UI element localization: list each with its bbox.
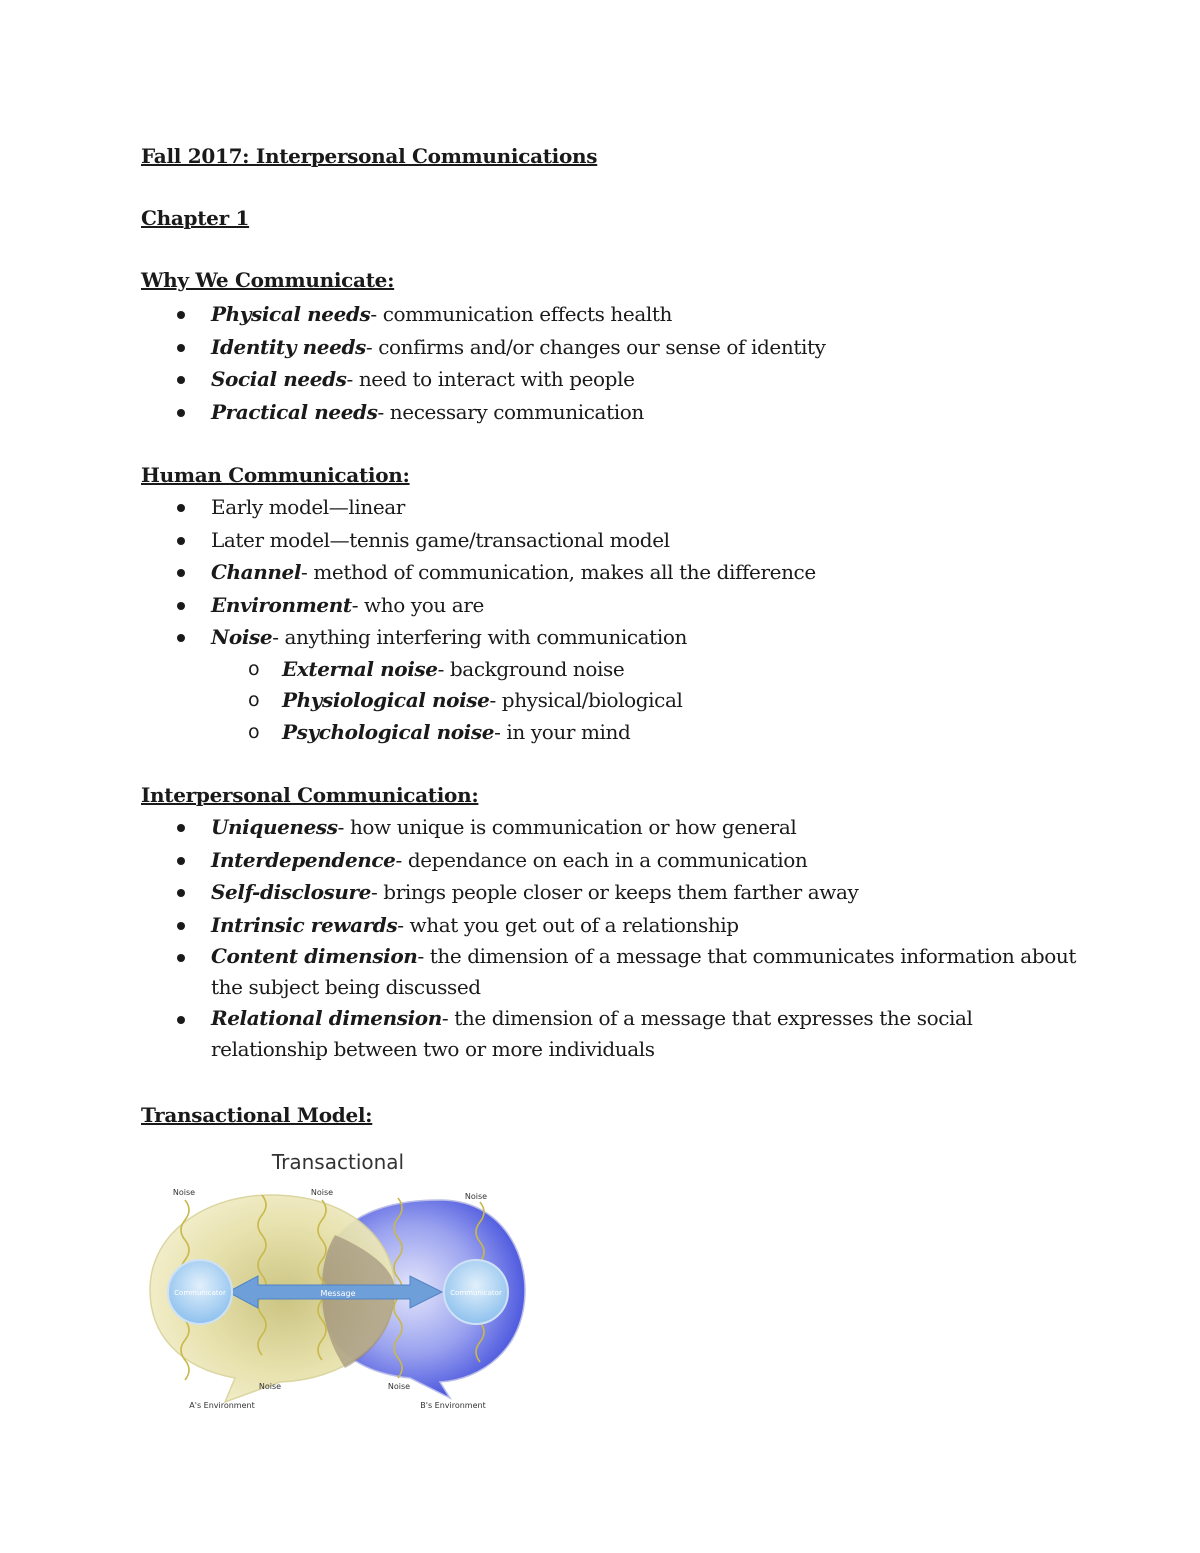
list-item: Content dimension- the dimension of a message that communicates information about the subject being discussed — [0, 941, 1091, 1003]
list-item: Uniqueness- how unique is communication or how general — [0, 811, 1091, 844]
list-item: Channel- method of communication, makes all the difference — [0, 556, 1091, 589]
document-title: Fall 2017: Interpersonal Communications — [141, 144, 598, 168]
why-list — [0, 298, 1200, 428]
noise-label: Noise — [258, 1382, 282, 1391]
human-list — [0, 491, 1200, 748]
env-b-label: B's Environment — [420, 1401, 486, 1410]
section-heading-transactional: Transactional Model: — [141, 1103, 373, 1127]
section-heading-why: Why We Communicate: — [141, 268, 395, 292]
noise-label: Noise — [464, 1192, 488, 1201]
message-label: Message — [320, 1289, 356, 1298]
env-a-label: A's Environment — [189, 1401, 255, 1410]
chapter-heading: Chapter 1 — [141, 206, 250, 230]
list-item: Social needs- need to interact with people — [0, 363, 1091, 396]
list-item: Environment- who you are — [0, 589, 1091, 622]
list-item: Identity needs- confirms and/or changes our sense of identity — [0, 331, 1091, 364]
list-item: Relational dimension- the dimension of a message that expresses the social relationship between two or more individuals — [0, 1003, 1091, 1065]
sub-list-item: o External noise- background noise — [0, 654, 1091, 686]
list-item: Noise- anything interfering with communication o External noise- background noise o Physiological noise- physical/biological o Psychological noise- in your mind — [0, 621, 1091, 748]
communicator-a-label: Communicator — [174, 1289, 226, 1297]
sub-list-item: o Physiological noise- physical/biological — [0, 685, 1091, 717]
noise-label: Noise — [310, 1188, 334, 1197]
noise-sublist — [211, 654, 1091, 749]
list-item: Intrinsic rewards- what you get out of a relationship — [0, 909, 1091, 942]
noise-label: Noise — [387, 1382, 411, 1391]
list-item: Early model—linear — [0, 491, 1091, 524]
communicator-b-label: Communicator — [450, 1289, 502, 1297]
diagram-title: Transactional — [271, 1150, 405, 1174]
list-item: Later model—tennis game/transactional model — [0, 524, 1091, 557]
noise-label: Noise — [172, 1188, 196, 1197]
list-item: Self-disclosure- brings people closer or keeps them farther away — [0, 876, 1091, 909]
section-heading-human: Human Communication: — [141, 463, 410, 487]
list-item: Practical needs- necessary communication — [0, 396, 1091, 429]
list-item: Physical needs- communication effects health — [0, 298, 1091, 331]
section-heading-interpersonal: Interpersonal Communication: — [141, 783, 479, 807]
interpersonal-list — [0, 811, 1200, 1065]
sub-list-item: o Psychological noise- in your mind — [0, 717, 1091, 749]
transactional-model-diagram — [140, 1140, 540, 1420]
list-item: Interdependence- dependance on each in a communication — [0, 844, 1091, 877]
